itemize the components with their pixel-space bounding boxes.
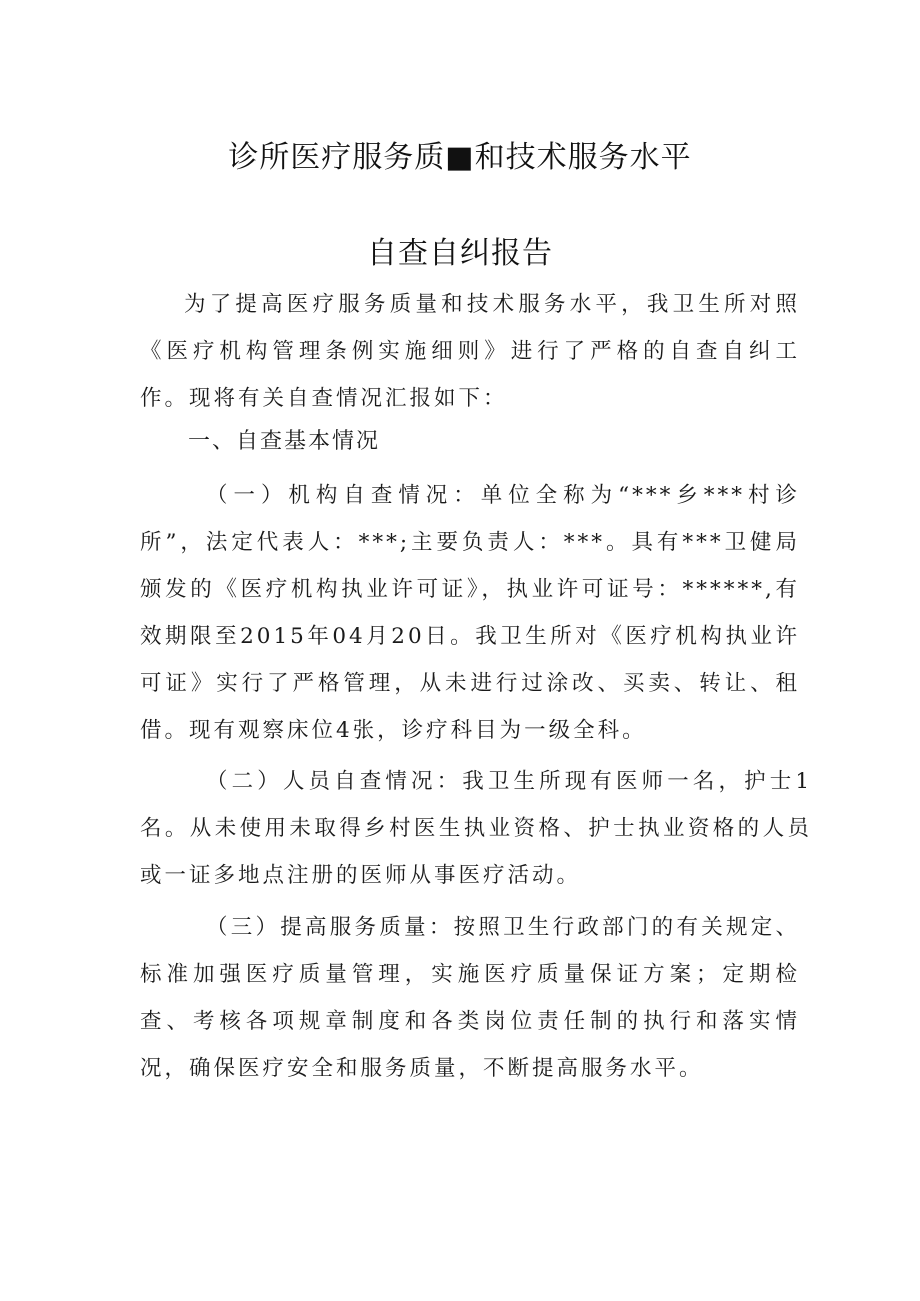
paragraph-institution: （一）机构自查情况：单位全称为“***乡***村诊所”，法定代表人：***;主要负责人：***。具有***卫健局颁发的《医疗机构执业许可证》，执业许可证号：******,有效期限至2015年04月20日。我卫生所对《医疗机构执业许可证》实行了严格管理，从未进行过涂改、买卖、转让、租借。现有观察床位4张，诊疗科目为一级全科。 [140,483,800,743]
paragraph-service-quality: （三）提高服务质量：按照卫生行政部门的有关规定、标准加强医疗质量管理，实施医疗质量保证方案；定期检查、考核各项规章制度和各类岗位责任制的执行和落实情况，确保医疗安全和服务质量，不断提高服务水平。 [140,915,800,1081]
document-title-line2: 自查自纠报告 [367,236,553,271]
section-heading: 一、自查基本情况 [188,429,381,454]
intro-paragraph: 为了提高医疗服务质量和技术服务水平，我卫生所对照《医疗机构管理条例实施细则》进行了严格的自查自纠工作。现将有关自查情况汇报如下： [140,292,800,411]
document-title-line1: 诊所医疗服务质■和技术服务水平 [228,140,692,175]
paragraph-personnel: （二）人员自查情况：我卫生所现有医师一名，护士1名。从未使用未取得乡村医生执业资格、护士执业资格的人员或一证多地点注册的医师从事医疗活动。 [140,769,812,888]
